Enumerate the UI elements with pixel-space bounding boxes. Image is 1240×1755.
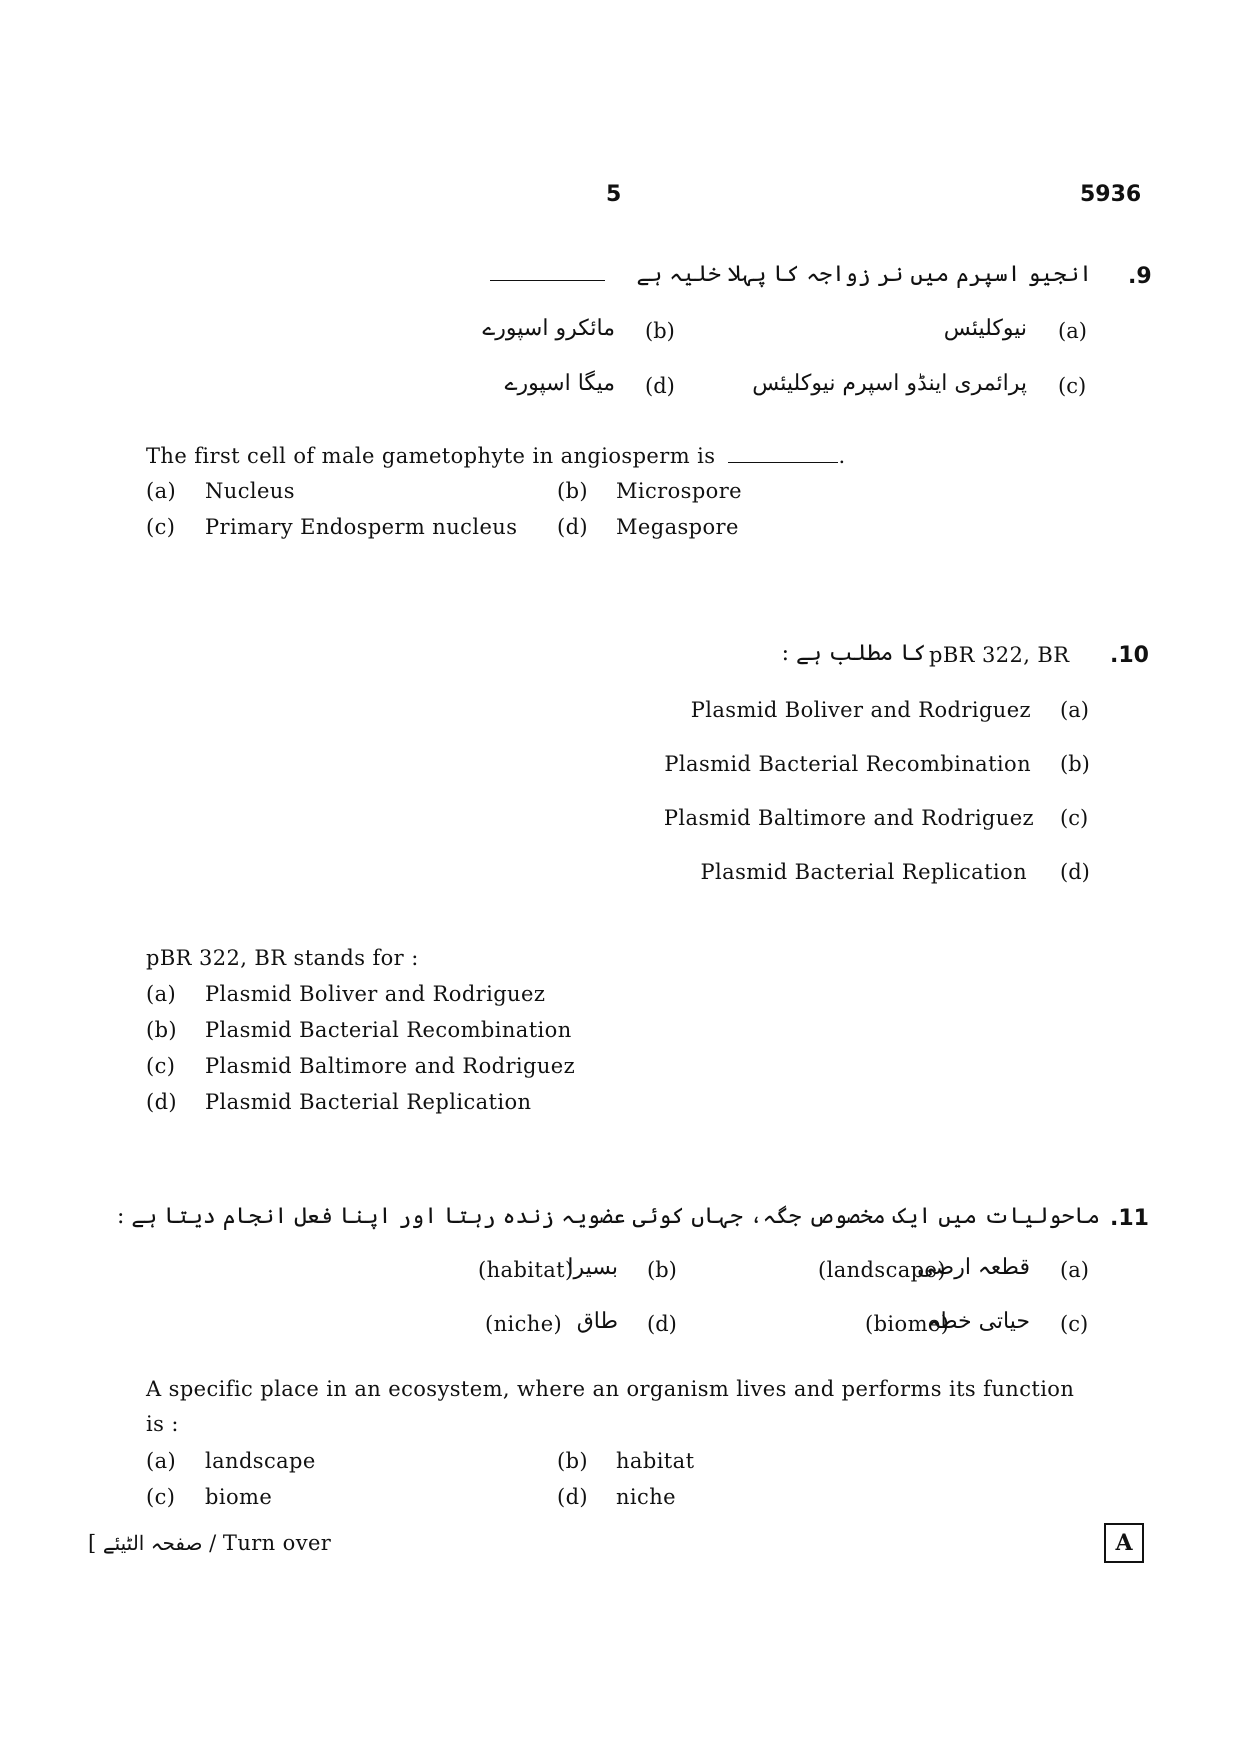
q11-en-opt-d: niche [616,1485,676,1509]
page-number: 5 [606,182,622,207]
q10-urdu-opt-d: Plasmid Bacterial Replication [700,860,1027,884]
turn-over-note [88,1531,331,1555]
q11-urdu-opt-c: حیاتی خطہ [927,1309,1030,1334]
q11-en-stem-line1: A specific place in an ecosystem, where an organism lives and performs its function [146,1377,1075,1401]
q11-en-opt-b-label: (b) [557,1449,589,1473]
q10-urdu-opt-b: Plasmid Bacterial Recombination [664,752,1031,776]
q11-urdu-opt-d: طاق [576,1309,618,1334]
q11-urdu-opt-c-label: (c) [1060,1312,1089,1336]
q9-en-opt-b: Microspore [616,479,742,503]
q9-urdu-stem [490,262,1092,287]
q9-urdu-opt-d: میگا اسپورے [504,371,615,396]
q9-en-opt-c-label: (c) [146,515,176,539]
q11-en-opt-c: biome [205,1485,273,1509]
q10-en-opt-c-label: (c) [146,1054,176,1078]
q11-en-opt-b: habitat [616,1449,695,1473]
q9-urdu-opt-b-label: (b) [645,319,675,343]
q11-number: .11 [1110,1206,1149,1231]
q10-urdu-opt-c-label: (c) [1060,806,1089,830]
q11-en-stem-line2: is : [146,1412,179,1436]
turn-over-separator: / [209,1531,217,1555]
q11-urdu-opt-a-label: (a) [1060,1258,1089,1282]
q9-en-opt-d: Megaspore [616,515,739,539]
q10-en-opt-b-label: (b) [146,1018,178,1042]
q11-urdu-opt-b: بسیرا [567,1255,618,1280]
q9-en-stem-text: The first cell of male gametophyte in angiosperm is [146,444,716,468]
q9-urdu-opt-c-label: (c) [1058,374,1087,398]
q9-en-opt-d-label: (d) [557,515,589,539]
q11-urdu-opt-d-en: (niche) [485,1312,563,1336]
q10-en-opt-c: Plasmid Baltimore and Rodriguez [205,1054,576,1078]
turn-over-text: Turn over [222,1531,332,1555]
q11-urdu-opt-c-en: (biome) [865,1312,950,1336]
q9-en-opt-c: Primary Endosperm nucleus [205,515,518,539]
q10-en-opt-a: Plasmid Boliver and Rodriguez [205,982,546,1006]
q9-en-opt-a: Nucleus [205,479,295,503]
q10-urdu-opt-b-label: (b) [1060,752,1090,776]
q9-urdu-opt-a-label: (a) [1058,319,1087,343]
q10-en-opt-d-label: (d) [146,1090,178,1114]
q9-en-stem-end: . [838,444,846,468]
turn-over-bracket-open: [ [88,1531,97,1555]
q10-urdu-stem-code: pBR 322, BR [929,643,1070,667]
q11-urdu-opt-b-en: (habitat) [478,1258,574,1282]
q11-urdu-stem: ماحولیات میں ایک مخصوص جگہ، جہاں کوئی عضویہ زندہ رہتا اور اپنا فعل انجام دیتا ہے : [117,1204,1100,1229]
q11-urdu-opt-b-label: (b) [647,1258,677,1282]
q10-number: .10 [1110,643,1149,668]
q10-urdu-opt-d-label: (d) [1060,860,1090,884]
q9-urdu-opt-a: نیوکلیئس [943,316,1027,341]
q9-number: .9 [1128,264,1152,289]
q9-urdu-opt-d-label: (d) [645,374,675,398]
q10-en-opt-a-label: (a) [146,982,177,1006]
q11-en-opt-d-label: (d) [557,1485,589,1509]
q9-en-stem [146,444,846,468]
q9-urdu-blank [490,280,605,281]
turn-over-urdu: صفحہ الٹیئے [102,1531,203,1555]
series-box: A [1104,1523,1144,1563]
q10-urdu-opt-a-label: (a) [1060,698,1089,722]
q11-urdu-opt-a-en: (landscape) [818,1258,946,1282]
q9-en-opt-b-label: (b) [557,479,589,503]
q9-en-opt-a-label: (a) [146,479,177,503]
q11-urdu-opt-d-label: (d) [647,1312,677,1336]
q9-urdu-opt-c: پرائمری اینڈو اسپرم نیوکلیئس [752,371,1027,396]
q11-en-opt-a-label: (a) [146,1449,177,1473]
q10-en-opt-d: Plasmid Bacterial Replication [205,1090,532,1114]
q10-urdu-stem-tail: کا مطلب ہے : [781,641,926,666]
q11-en-opt-c-label: (c) [146,1485,176,1509]
paper-code: 5936 [1080,182,1142,207]
q11-en-opt-a: landscape [205,1449,316,1473]
q9-urdu-opt-b: مائکرو اسپورے [482,316,615,341]
q10-urdu-opt-c: Plasmid Baltimore and Rodriguez [663,806,1034,830]
q10-urdu-opt-a: Plasmid Boliver and Rodriguez [690,698,1031,722]
q9-en-blank [728,462,838,463]
q10-en-stem: pBR 322, BR stands for : [146,946,419,970]
q10-en-opt-b: Plasmid Bacterial Recombination [205,1018,572,1042]
q11-urdu-opt-a: قطعہ ارضی [917,1255,1030,1280]
q9-urdu-stem-text: انجیو اسپرم میں نر زواجہ کا پہلا خلیہ ہے [636,262,1092,287]
